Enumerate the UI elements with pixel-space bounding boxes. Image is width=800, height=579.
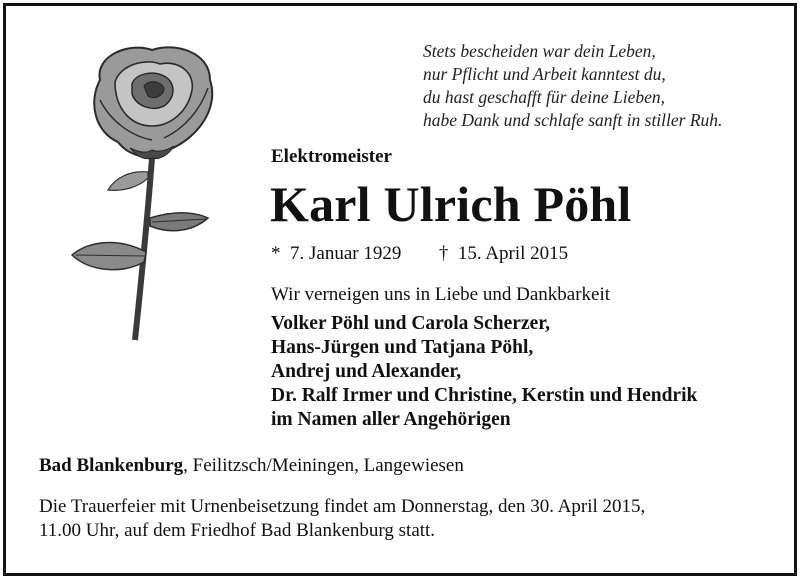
poem bbox=[423, 40, 722, 132]
death-date: 15. April 2015 bbox=[457, 243, 569, 264]
family-line: Andrej und Alexander, bbox=[271, 361, 462, 382]
profession: Elektromeister bbox=[271, 146, 392, 167]
life-dates bbox=[271, 243, 568, 265]
deceased-name: Karl Ulrich Pöhl bbox=[270, 176, 632, 232]
family-list bbox=[271, 312, 697, 432]
family-line: Volker Pöhl und Carola Scherzer, bbox=[271, 313, 550, 334]
family-intro: Wir verneigen uns in Liebe und Dankbarkeit bbox=[271, 284, 611, 305]
locations bbox=[39, 455, 464, 477]
poem-line: habe Dank und schlafe sanft in stiller Ruh. bbox=[423, 110, 723, 130]
family-line: Hans-Jürgen und Tatjana Pöhl, bbox=[271, 337, 534, 358]
rose-icon bbox=[60, 40, 240, 345]
funeral-line: Die Trauerfeier mit Urnenbeisetzung findet am Donnerstag, den 30. April 2015, bbox=[39, 496, 646, 517]
funeral-info bbox=[39, 495, 645, 543]
family-line: im Namen aller Angehörigen bbox=[271, 409, 511, 430]
death-symbol: † bbox=[438, 243, 449, 264]
birth-symbol: * bbox=[271, 243, 281, 264]
poem-line: Stets bescheiden war dein Leben, bbox=[423, 41, 656, 61]
birth-date: 7. Januar 1929 bbox=[290, 243, 402, 264]
poem-line: nur Pflicht und Arbeit kanntest du, bbox=[423, 64, 666, 84]
location-rest: , Feilitzsch/Meiningen, Langewiesen bbox=[183, 455, 464, 476]
location-main: Bad Blankenburg bbox=[39, 455, 184, 476]
poem-line: du hast geschafft für deine Lieben, bbox=[423, 87, 666, 107]
family-line: Dr. Ralf Irmer und Christine, Kerstin und Hendrik bbox=[271, 385, 698, 406]
funeral-line: 11.00 Uhr, auf dem Friedhof Bad Blankenburg statt. bbox=[39, 520, 436, 541]
